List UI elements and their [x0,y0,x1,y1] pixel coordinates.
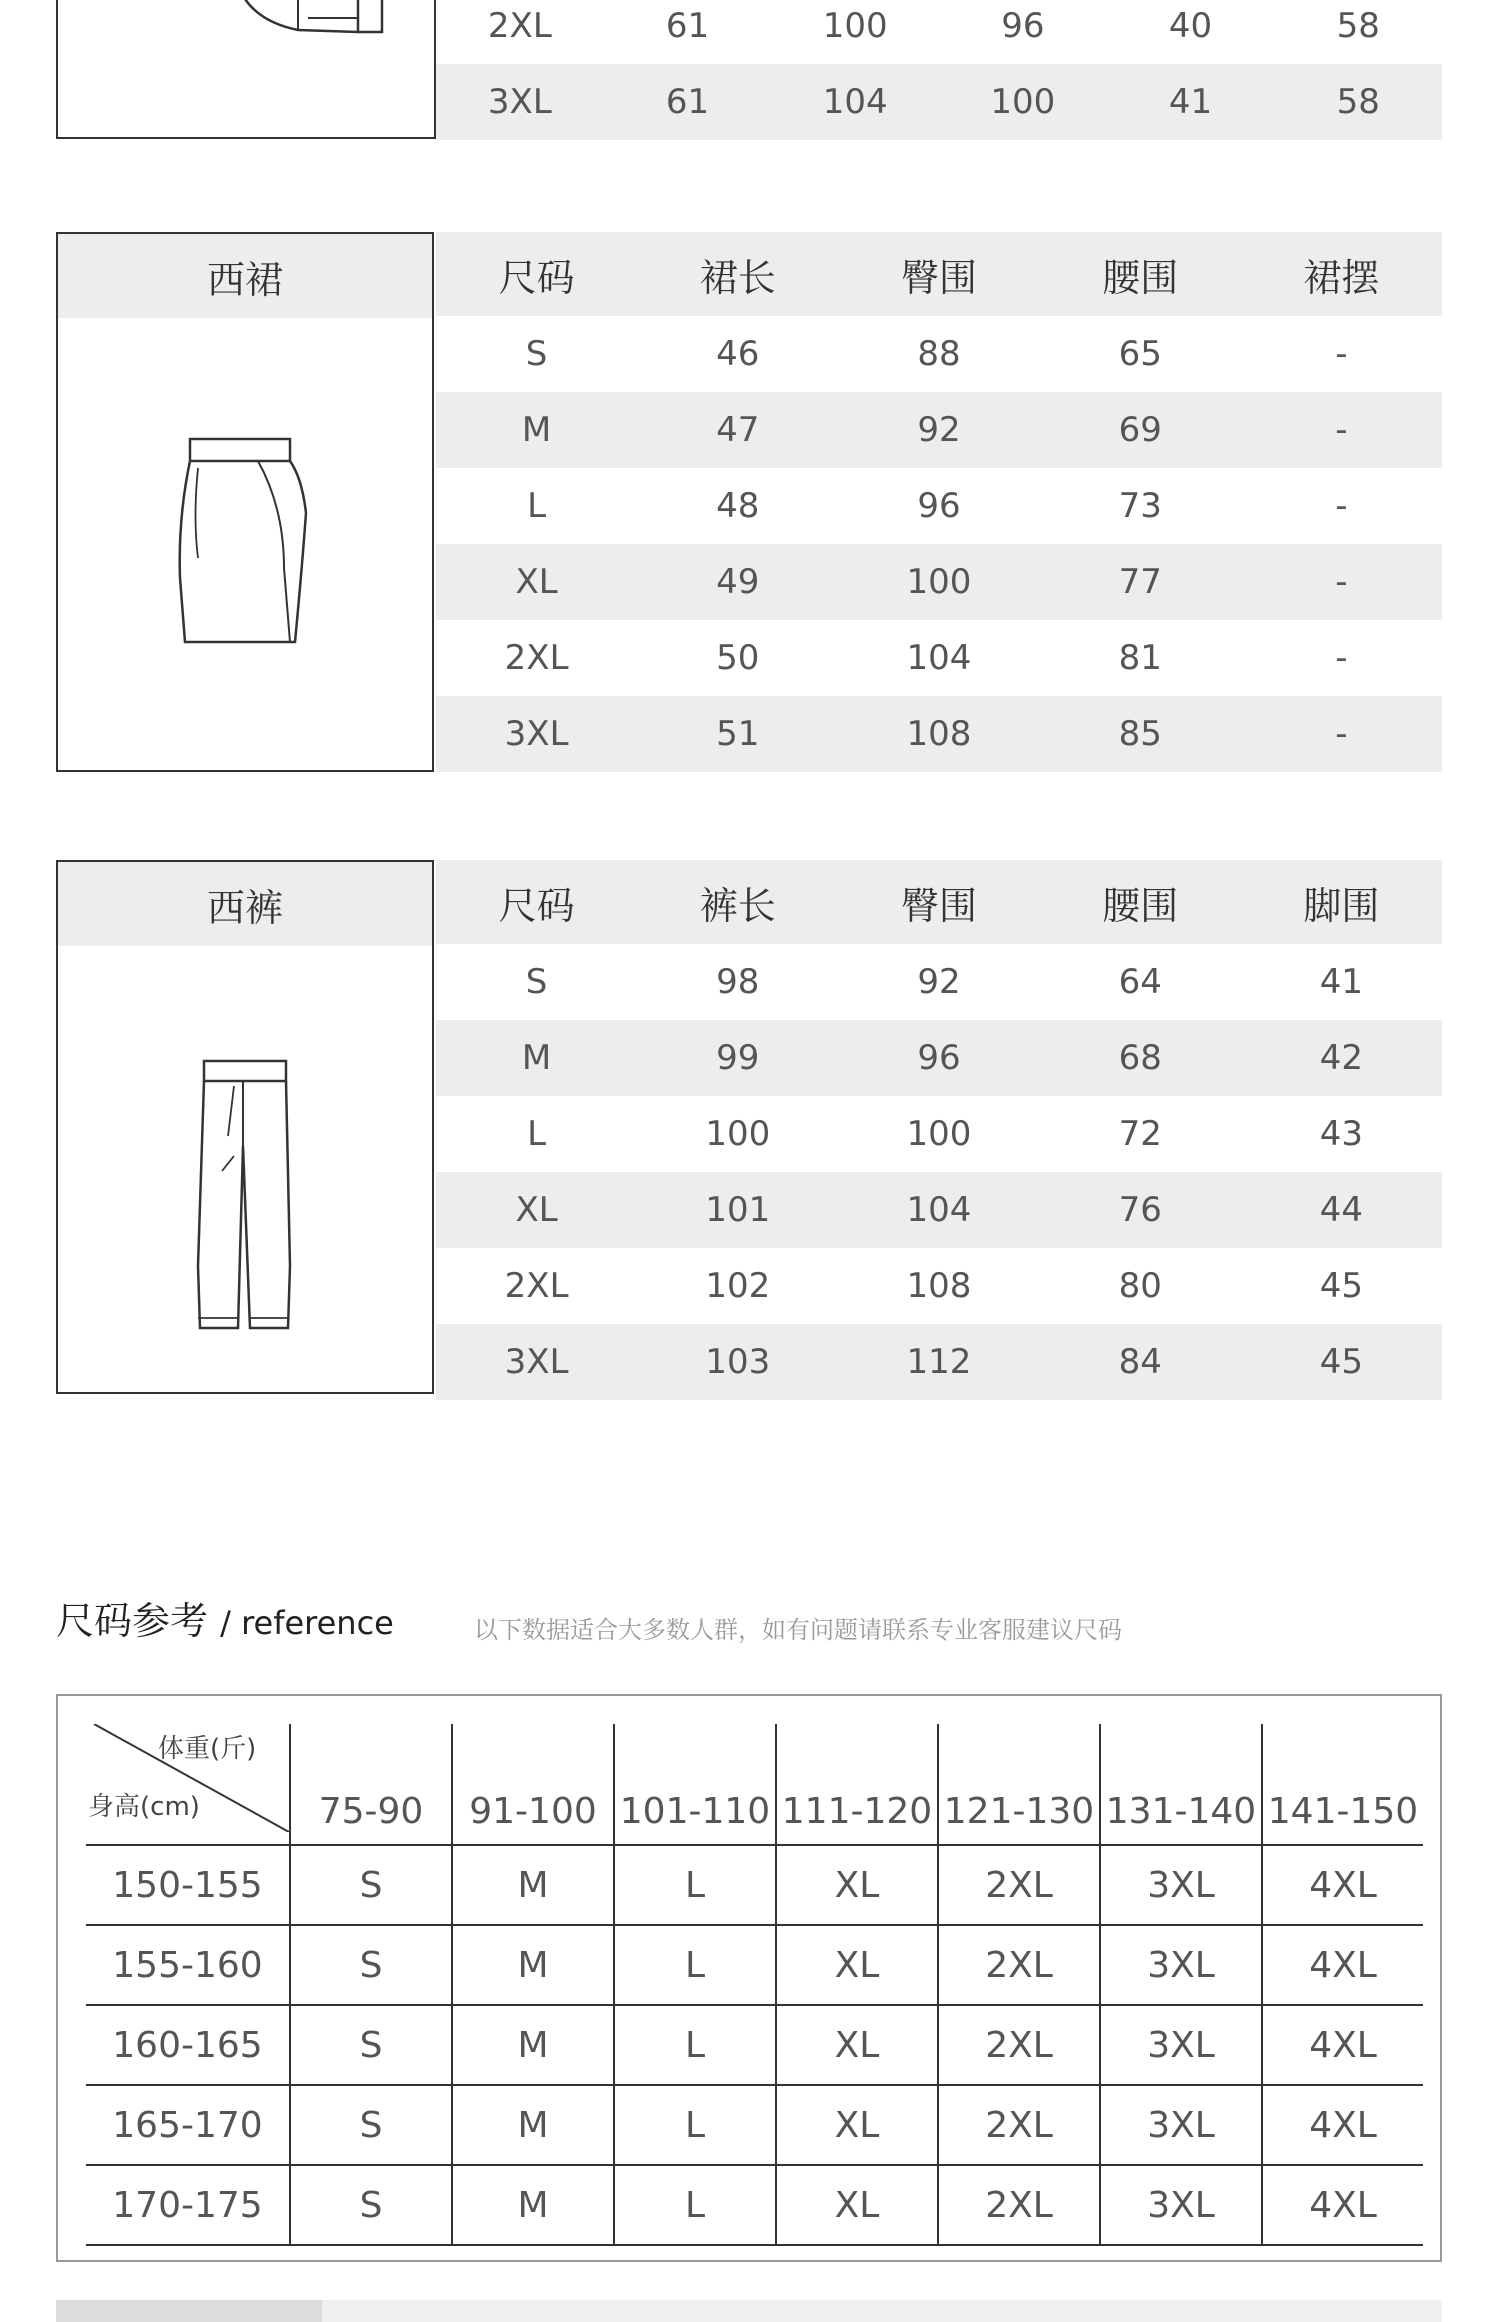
size-cell: M [452,1845,614,1925]
size-cell: M [452,1925,614,2005]
table-cell: 3XL [504,1342,569,1382]
size-cell: XL [776,2085,938,2165]
size-cell: 3XL [1100,1845,1262,1925]
size-cell: L [614,2165,776,2245]
table-cell: 41 [1168,82,1213,122]
reference-title-cn: 尺码参考 [56,1599,209,1643]
table-cell: 48 [716,486,760,526]
table-row [86,2005,1423,2085]
bottom-tab-active [56,2300,322,2322]
column-header: 裙摆 [1303,255,1380,300]
table-cell: - [1335,410,1348,450]
height-range-cell: 155-160 [86,1925,290,2005]
table-cell: 85 [1118,714,1162,754]
table-row [86,1845,1423,1925]
weight-axis-label: 体重(斤) [158,1734,257,1764]
column-header: 尺码 [498,883,575,928]
bottom-tab-bar [56,2300,1442,2322]
size-cell: 4XL [1262,2005,1423,2085]
table-cell: 100 [990,82,1056,122]
table-cell: 104 [822,82,888,122]
shirt-size-table-partial [436,0,1442,140]
table-cell: 104 [906,1190,972,1230]
column-header: 尺码 [498,255,575,300]
table-cell: 42 [1319,1038,1364,1078]
table-cell: 46 [716,334,760,374]
height-range-cell: 165-170 [86,2085,290,2165]
table-cell: - [1335,638,1348,678]
table-header-row [436,232,1442,316]
reference-header-row [86,1724,1423,1845]
table-row [86,2085,1423,2165]
weight-range-header: 75-90 [290,1724,452,1845]
table-cell: L [527,486,547,526]
column-header: 腰围 [1102,255,1179,300]
table-cell: - [1335,562,1348,602]
table-cell: 61 [665,82,710,122]
table-row [436,944,1442,1020]
skirt-icon [58,318,432,768]
table-row [436,696,1442,772]
table-cell: 2XL [487,6,552,46]
table-cell: 80 [1118,1266,1162,1306]
table-cell: 101 [705,1190,771,1230]
pants-illustration-frame [56,860,434,1394]
table-row [436,392,1442,468]
table-cell: M [521,1038,552,1078]
size-cell: 3XL [1100,2005,1262,2085]
size-cell: 4XL [1262,1845,1423,1925]
reference-title [56,1590,394,1645]
table-cell: 58 [1336,6,1380,46]
table-cell: 64 [1118,962,1162,1002]
reference-title-en: / reference [220,1604,394,1642]
table-row [86,2165,1423,2245]
size-cell: L [614,2005,776,2085]
reference-note: 以下数据适合大多数人群，如有问题请联系专业客服建议尺码 [474,1616,1122,1644]
table-cell: 100 [906,562,972,602]
table-cell: 47 [716,410,760,450]
size-cell: L [614,2085,776,2165]
table-cell: 104 [906,638,972,678]
table-cell: 92 [917,962,961,1002]
table-cell: 81 [1118,638,1162,678]
table-cell: 72 [1118,1114,1162,1154]
size-cell: S [290,1925,452,2005]
table-row [436,1020,1442,1096]
size-cell: S [290,1845,452,1925]
table-cell: 45 [1319,1342,1364,1382]
size-cell: S [290,2165,452,2245]
size-cell: L [614,1925,776,2005]
size-cell: XL [776,1845,938,1925]
size-cell: XL [776,1925,938,2005]
table-row [436,620,1442,696]
table-cell: 73 [1118,486,1162,526]
weight-range-header: 111-120 [776,1724,938,1845]
table-cell: 108 [906,714,972,754]
table-cell: 108 [906,1266,972,1306]
size-cell: 3XL [1100,1925,1262,2005]
weight-range-header: 121-130 [938,1724,1100,1845]
table-cell: 40 [1168,6,1213,46]
table-cell: S [525,962,548,1002]
table-cell: 96 [917,486,961,526]
size-cell: 2XL [938,2085,1100,2165]
column-header: 脚围 [1303,883,1380,928]
table-cell: 76 [1118,1190,1162,1230]
table-row [436,1324,1442,1400]
reference-table-frame [56,1694,1442,2262]
table-cell: 61 [665,6,710,46]
table-cell: M [521,410,552,450]
table-cell: 100 [906,1114,972,1154]
table-cell: 100 [705,1114,771,1154]
column-header: 裤长 [699,883,776,928]
table-cell: 51 [716,714,760,754]
shirt-cuff-icon [58,0,438,139]
table-cell: - [1335,334,1348,374]
table-cell: 50 [716,638,760,678]
table-cell: 2XL [504,638,569,678]
table-cell: 99 [716,1038,760,1078]
pants-size-table [436,860,1442,1400]
table-cell: 41 [1319,962,1364,1002]
table-cell: 3XL [504,714,569,754]
skirt-illustration-frame [56,232,434,772]
table-cell: XL [515,562,558,602]
table-row [436,64,1442,140]
size-cell: S [290,2085,452,2165]
table-row [436,1172,1442,1248]
size-cell: 3XL [1100,2085,1262,2165]
size-cell: 2XL [938,2165,1100,2245]
pants-icon [58,946,432,1392]
weight-range-header: 91-100 [452,1724,614,1845]
table-cell: 84 [1118,1342,1162,1382]
size-cell: 2XL [938,1925,1100,2005]
size-cell: M [452,2085,614,2165]
size-cell: XL [776,2165,938,2245]
size-cell: 4XL [1262,1925,1423,2005]
table-cell: 92 [917,410,961,450]
size-cell: M [452,2165,614,2245]
table-row [436,468,1442,544]
table-cell: XL [515,1190,558,1230]
skirt-size-table [436,232,1442,772]
size-cell: 2XL [938,1845,1100,1925]
table-cell: 65 [1118,334,1162,374]
height-range-cell: 170-175 [86,2165,290,2245]
column-header: 裙长 [699,255,776,300]
size-reference-table [86,1724,1423,2246]
height-axis-label: 身高(cm) [88,1792,200,1822]
table-cell: 2XL [504,1266,569,1306]
table-header-row [436,860,1442,944]
table-cell: 112 [906,1342,972,1382]
column-header: 臀围 [901,883,978,928]
table-row [436,0,1442,64]
table-cell: - [1335,714,1348,754]
column-header: 臀围 [901,255,978,300]
size-cell: S [290,2005,452,2085]
table-cell: S [525,334,548,374]
column-header: 腰围 [1102,883,1179,928]
height-range-cell: 160-165 [86,2005,290,2085]
size-cell: 4XL [1262,2085,1423,2165]
table-cell: 102 [705,1266,771,1306]
table-row [436,1096,1442,1172]
size-cell: 2XL [938,2005,1100,2085]
table-cell: 43 [1319,1114,1364,1154]
table-cell: 96 [1001,6,1045,46]
table-cell: 58 [1336,82,1380,122]
corner-cell [86,1724,290,1845]
table-row [436,544,1442,620]
size-cell: XL [776,2005,938,2085]
table-cell: 100 [822,6,888,46]
size-cell: 4XL [1262,2165,1423,2245]
size-cell: 3XL [1100,2165,1262,2245]
table-row [436,1248,1442,1324]
shirt-illustration-frame [56,0,436,139]
size-cell: M [452,2005,614,2085]
table-cell: 69 [1118,410,1162,450]
table-cell: 88 [917,334,961,374]
height-range-cell: 150-155 [86,1845,290,1925]
pants-title: 西裤 [58,862,432,946]
table-cell: 77 [1118,562,1162,602]
size-cell: L [614,1845,776,1925]
table-row [436,316,1442,392]
table-cell: 98 [716,962,760,1002]
table-cell: 49 [716,562,760,602]
table-cell: 96 [917,1038,961,1078]
table-cell: 45 [1319,1266,1364,1306]
weight-range-header: 131-140 [1100,1724,1262,1845]
skirt-title: 西裙 [58,234,432,318]
table-cell: L [527,1114,547,1154]
weight-range-header: 141-150 [1262,1724,1423,1845]
weight-range-header: 101-110 [614,1724,776,1845]
table-cell: 68 [1118,1038,1162,1078]
table-cell: - [1335,486,1348,526]
table-cell: 3XL [487,82,552,122]
table-cell: 103 [705,1342,771,1382]
table-cell: 44 [1319,1190,1364,1230]
table-row [86,1925,1423,2005]
